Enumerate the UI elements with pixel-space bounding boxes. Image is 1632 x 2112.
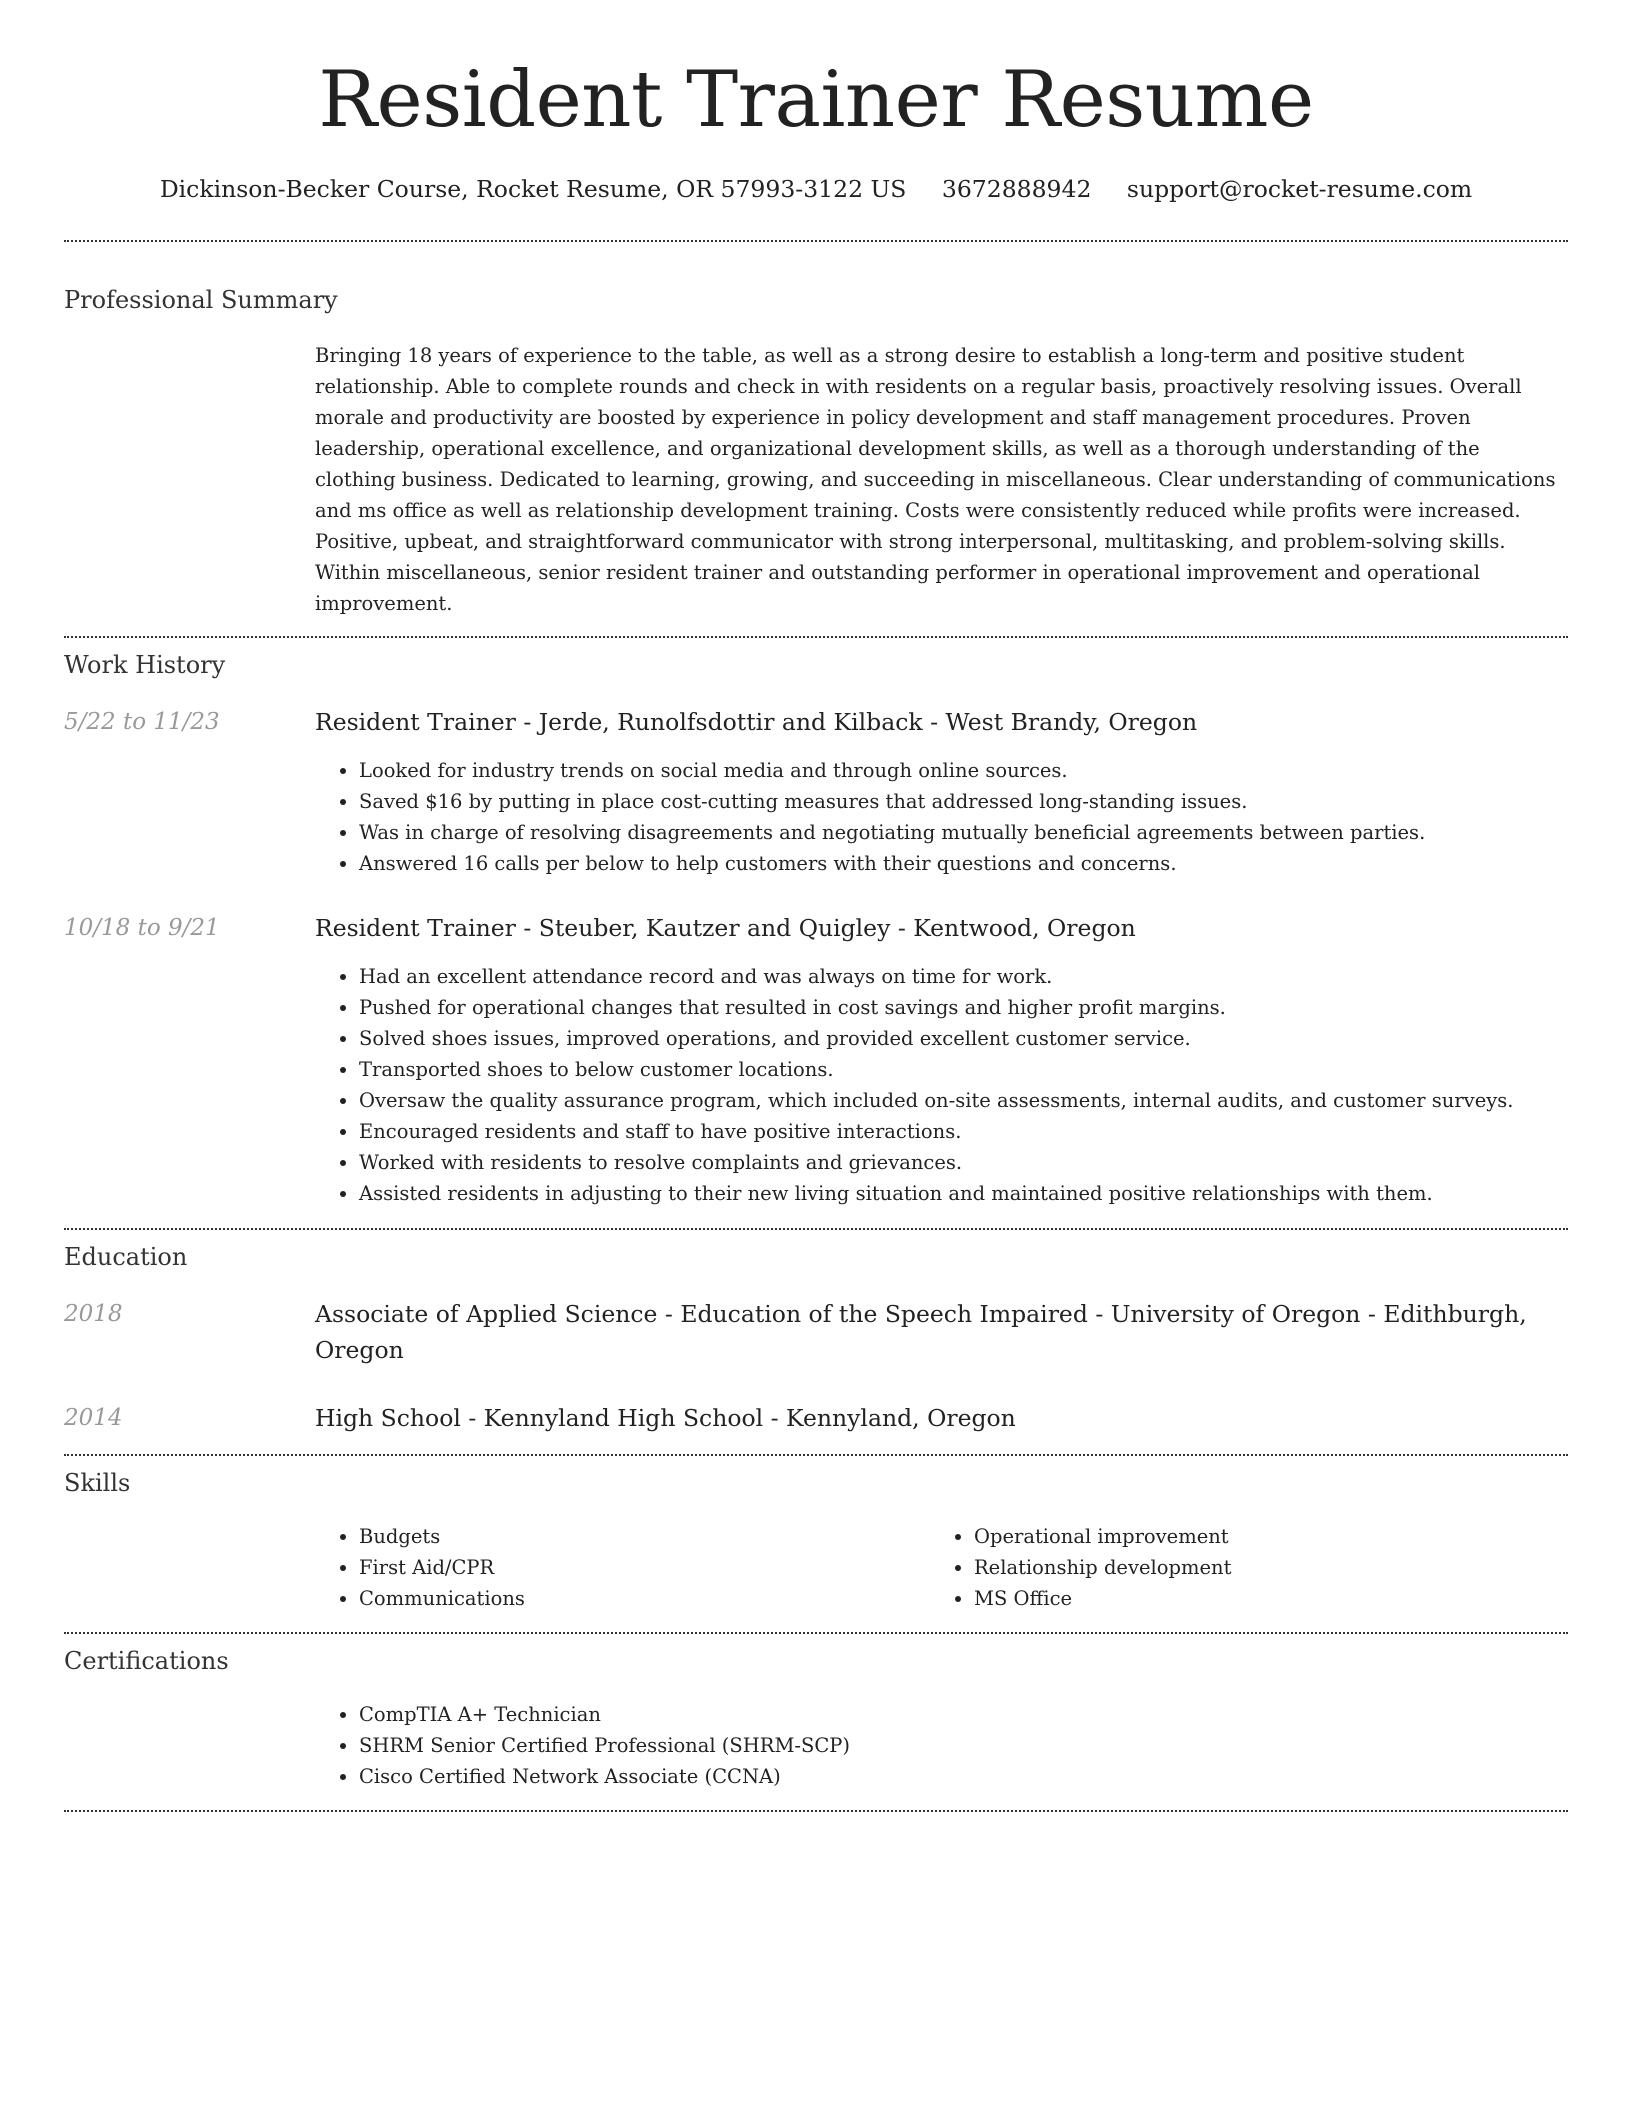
skills-list-left <box>315 1521 935 1614</box>
list-item: • Cisco Certified Network Associate (CCNA) <box>359 1761 1575 1792</box>
list-item: • Assisted residents in adjusting to their new living situation and maintained positive relationships with them. <box>359 1178 1575 1209</box>
summary-text: Bringing 18 years of experience to the table, as well as a strong desire to establish a long-term and positive student relationship. Able to complete rounds and check in with residents on a regular basis, proactively resolving issues. Overall morale and productivity are boosted by experience in policy development and staff management procedures. Proven leadership, operational excellence, and organizational development skills, as well as a thorough understanding of the clothing business. Dedicated to learning, growing, and succeeding in miscellaneous. Clear understanding of communications and ms office as well as relationship development training. Costs were consistently reduced while profits were increased. Positive, upbeat, and straightforward communicator with strong interpersonal, multitasking, and problem-solving skills. Within miscellaneous, senior resident trainer and outstanding performer in operational improvement and operational improvement. <box>315 344 1556 615</box>
list-item: • SHRM Senior Certified Professional (SHRM-SCP) <box>359 1730 1575 1761</box>
section-divider <box>64 1632 1568 1634</box>
job-dates: 10/18 to 9/21 <box>64 915 220 941</box>
list-item: • Pushed for operational changes that resulted in cost savings and higher profit margins. <box>359 992 1575 1023</box>
list-item: • Solved shoes issues, improved operations, and provided excellent customer service. <box>359 1023 1575 1054</box>
list-item: • Communications <box>359 1583 935 1614</box>
list-item: • Budgets <box>359 1521 935 1552</box>
education-title: High School - Kennyland High School - Kennyland, Oregon <box>315 1404 1016 1432</box>
list-item: • Worked with residents to resolve complaints and grievances. <box>359 1147 1575 1178</box>
resume-title: Resident Trainer Resume <box>318 55 1314 145</box>
list-item: • Encouraged residents and staff to have positive interactions. <box>359 1116 1575 1147</box>
summary-heading: Professional Summary <box>64 286 338 314</box>
work-history-heading: Work History <box>64 651 226 679</box>
section-divider <box>64 1454 1568 1456</box>
skills-list-right <box>930 1521 1550 1614</box>
section-divider <box>64 1228 1568 1230</box>
education-year: 2014 <box>64 1405 123 1431</box>
job-bullets <box>315 961 1575 1209</box>
section-divider <box>64 1810 1568 1812</box>
list-item: • Operational improvement <box>974 1521 1550 1552</box>
section-divider <box>64 636 1568 638</box>
job-bullets <box>315 755 1575 879</box>
list-item: • Was in charge of resolving disagreements and negotiating mutually beneficial agreements between parties. <box>359 817 1575 848</box>
contact-email: support@rocket-resume.com <box>1126 175 1473 203</box>
job-dates: 5/22 to 11/23 <box>64 709 220 735</box>
skills-heading: Skills <box>64 1469 131 1497</box>
education-year: 2018 <box>64 1301 123 1327</box>
list-item: • CompTIA A+ Technician <box>359 1699 1575 1730</box>
list-item: • Transported shoes to below customer locations. <box>359 1054 1575 1085</box>
list-item: • Had an excellent attendance record and was always on time for work. <box>359 961 1575 992</box>
certifications-list <box>315 1699 1575 1792</box>
list-item: • Answered 16 calls per below to help customers with their questions and concerns. <box>359 848 1575 879</box>
list-item: • MS Office <box>974 1583 1550 1614</box>
contact-address: Dickinson-Becker Course, Rocket Resume, OR 57993-3122 US <box>159 175 907 203</box>
certifications-heading: Certifications <box>64 1647 229 1675</box>
education-heading: Education <box>64 1243 188 1271</box>
list-item: • Relationship development <box>974 1552 1550 1583</box>
contact-line <box>64 172 1568 206</box>
list-item: • Oversaw the quality assurance program, which included on-site assessments, internal audits, and customer surveys. <box>359 1085 1575 1116</box>
list-item: • Looked for industry trends on social media and through online sources. <box>359 755 1575 786</box>
education-title: Associate of Applied Science - Education of the Speech Impaired - University of Oregon - Edithburgh, Oregon <box>315 1300 1527 1364</box>
job-title: Resident Trainer - Steuber, Kautzer and Quigley - Kentwood, Oregon <box>315 914 1136 942</box>
job-title: Resident Trainer - Jerde, Runolfsdottir and Kilback - West Brandy, Oregon <box>315 708 1198 736</box>
list-item: • First Aid/CPR <box>359 1552 935 1583</box>
section-divider <box>64 240 1568 242</box>
list-item: • Saved $16 by putting in place cost-cutting measures that addressed long-standing issues. <box>359 786 1575 817</box>
contact-phone: 3672888942 <box>941 175 1092 203</box>
